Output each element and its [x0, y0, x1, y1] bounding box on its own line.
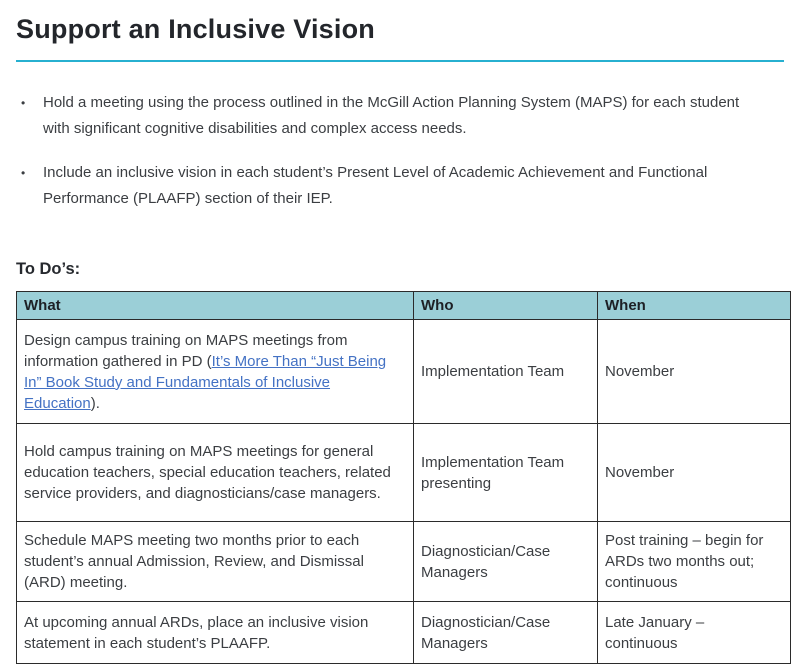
table-header-row [17, 292, 791, 320]
bullet-text: Include an inclusive vision in each student’s Present Level of Academic Achievement and Functional Performance (PLAAFP) section of their IEP. [43, 164, 708, 207]
cell-when: November [598, 320, 791, 424]
what-text-suffix: ). [90, 394, 100, 412]
cell-what: At upcoming annual ARDs, place an inclusive vision statement in each student’s PLAAFP. [17, 602, 414, 664]
table-row [17, 602, 791, 664]
table-row [17, 320, 791, 424]
bullet-icon: • [21, 166, 26, 180]
book-study-link[interactable]: It’s More Than “Just Being In” Book Study and Fundamentals of Inclusive Education [24, 352, 387, 412]
table-row [17, 522, 791, 602]
todo-table [16, 291, 791, 664]
bullet-item [16, 90, 746, 142]
header-cell-when: When [598, 292, 791, 320]
cell-who: Implementation Team presenting [414, 424, 598, 522]
cell-when: Late January – continuous [598, 602, 791, 664]
header-cell-what: What [17, 292, 414, 320]
what-text-prefix: Design campus training on MAPS meetings from information gathered in PD ( [24, 331, 348, 370]
cell-who: Implementation Team [414, 320, 598, 424]
bullet-icon: • [21, 96, 26, 110]
cell-when: Post training – begin for ARDs two months out; continuous [598, 522, 791, 602]
cell-who: Diagnostician/Case Managers [414, 522, 598, 602]
header-cell-who: Who [414, 292, 598, 320]
page-title: Support an Inclusive Vision [16, 14, 375, 44]
cell-what: Schedule MAPS meeting two months prior to each student’s annual Admission, Review, and Dismissal (ARD) meeting. [17, 522, 414, 602]
bullet-text: Hold a meeting using the process outlined in the McGill Action Planning System (MAPS) for each student with significant cognitive disabilities and complex access needs. [43, 94, 740, 137]
cell-who: Diagnostician/Case Managers [414, 602, 598, 664]
cell-what [17, 320, 414, 424]
cell-what: Hold campus training on MAPS meetings for general education teachers, special education teachers, related service providers, and diagnosticians/case managers. [17, 424, 414, 522]
cell-when: November [598, 424, 791, 522]
bullet-item [16, 160, 746, 212]
table-row [17, 424, 791, 522]
bullet-list [16, 90, 790, 212]
todos-heading: To Do’s: [16, 260, 81, 278]
title-underline-rule [16, 60, 784, 62]
